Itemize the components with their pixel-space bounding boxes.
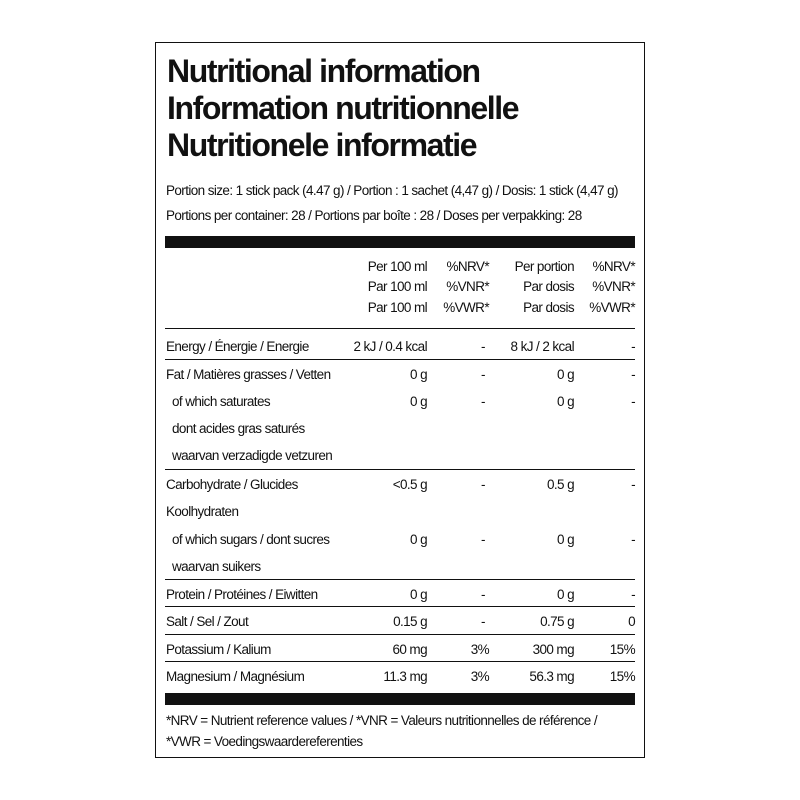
cell-value-nrv2: -	[631, 394, 635, 409]
cell-value-nrv2: -	[631, 339, 635, 354]
header-nrv1-fr: %VNR*	[446, 279, 489, 294]
divider	[165, 661, 635, 662]
cell-value-nrv2: -	[631, 587, 635, 602]
portions-per-container: Portions per container: 28 / Portions par boîte : 28 / Doses per verpakking: 28	[166, 208, 582, 223]
row-label-magnesium: Magnesium / Magnésium	[166, 669, 305, 684]
header-nrv1-nl: %VWR*	[443, 300, 489, 315]
header-portion-en: Per portion	[514, 259, 574, 274]
header-portion-nl: Par dosis	[523, 300, 574, 315]
title-english: Nutritional information	[167, 53, 480, 89]
row-label-fat: Fat / Matières grasses / Vetten	[166, 367, 331, 382]
cell-value-nrv2: 15%	[609, 642, 635, 657]
cell-value-per100: 0 g	[410, 394, 427, 409]
row-label-saturates-fr: dont acides gras saturés	[172, 421, 305, 436]
row-label-saturates: of which saturates	[172, 394, 271, 409]
cell-value-nrv2: -	[631, 477, 635, 492]
bottom-divider-bar	[165, 693, 635, 705]
header-nrv2-nl: %VWR*	[589, 300, 635, 315]
portion-size: Portion size: 1 stick pack (4.47 g) / Portion : 1 sachet (4,47 g) / Dosis: 1 stick (4,47 g)	[166, 183, 618, 198]
cell-value-portion: 0.5 g	[546, 477, 574, 492]
cell-value-nrv1: -	[481, 477, 485, 492]
row-label-sugars: of which sugars / dont sucres	[172, 532, 330, 547]
cell-value-nrv1: 3%	[470, 669, 489, 684]
cell-value-portion: 300 mg	[532, 642, 574, 657]
cell-value-portion: 0 g	[557, 394, 574, 409]
title-dutch: Nutritionele informatie	[167, 127, 477, 163]
top-divider-bar	[165, 236, 635, 248]
cell-value-nrv1: -	[481, 339, 485, 354]
cell-value-portion: 0 g	[557, 367, 574, 382]
row-label-sugars-nl: waarvan suikers	[172, 559, 261, 574]
footnote-line-2: *VWR = Voedingswaardereferenties	[166, 734, 363, 749]
cell-value-nrv2: 0	[628, 614, 635, 629]
row-label-potassium: Potassium / Kalium	[166, 642, 271, 657]
cell-value-nrv1: -	[481, 394, 485, 409]
cell-value-per100: 0 g	[410, 587, 427, 602]
cell-value-per100: 11.3 mg	[383, 669, 427, 684]
header-nrv2-en: %NRV*	[592, 259, 635, 274]
cell-value-portion: 8 kJ / 2 kcal	[510, 339, 574, 354]
title-block	[167, 53, 518, 164]
cell-value-per100: <0.5 g	[392, 477, 427, 492]
cell-value-nrv2: 15%	[609, 669, 635, 684]
row-label-saturates-nl: waarvan verzadigde vetzuren	[172, 448, 333, 463]
nutrition-label	[155, 42, 645, 758]
header-nrv2-fr: %VNR*	[592, 279, 635, 294]
cell-value-per100: 0 g	[410, 367, 427, 382]
header-per100-nl: Par 100 ml	[367, 300, 427, 315]
cell-value-per100: 60 mg	[392, 642, 427, 657]
row-label-salt: Salt / Sel / Zout	[166, 614, 249, 629]
row-label-protein: Protein / Protéines / Eiwitten	[166, 587, 318, 602]
footnote-line-1: *NRV = Nutrient reference values / *VNR = Valeurs nutritionnelles de référence /	[166, 713, 597, 728]
cell-value-per100: 0 g	[410, 532, 427, 547]
cell-value-nrv1: 3%	[470, 642, 489, 657]
divider	[165, 606, 635, 607]
header-nrv1-en: %NRV*	[446, 259, 489, 274]
cell-value-portion: 0 g	[557, 532, 574, 547]
cell-value-nrv1: -	[481, 614, 485, 629]
cell-value-nrv1: -	[481, 587, 485, 602]
cell-value-portion: 56.3 mg	[529, 669, 574, 684]
cell-value-per100: 0.15 g	[393, 614, 427, 629]
title-french: Information nutritionnelle	[167, 90, 519, 126]
divider	[165, 579, 635, 580]
divider	[165, 469, 635, 470]
cell-value-nrv2: -	[631, 367, 635, 382]
divider	[165, 328, 635, 329]
header-per100-fr: Par 100 ml	[367, 279, 427, 294]
cell-value-nrv2: -	[631, 532, 635, 547]
cell-value-portion: 0.75 g	[540, 614, 574, 629]
divider	[165, 359, 635, 360]
header-portion-fr: Par dosis	[523, 279, 574, 294]
cell-value-nrv1: -	[481, 532, 485, 547]
divider	[165, 634, 635, 635]
header-per100-en: Per 100 ml	[367, 259, 427, 274]
row-label-carbohydrate-nl: Koolhydraten	[166, 504, 239, 519]
cell-value-per100: 2 kJ / 0.4 kcal	[353, 339, 427, 354]
cell-value-nrv1: -	[481, 367, 485, 382]
cell-value-portion: 0 g	[557, 587, 574, 602]
row-label-carbohydrate: Carbohydrate / Glucides	[166, 477, 298, 492]
row-label-energy: Energy / Énergie / Energie	[166, 339, 309, 354]
